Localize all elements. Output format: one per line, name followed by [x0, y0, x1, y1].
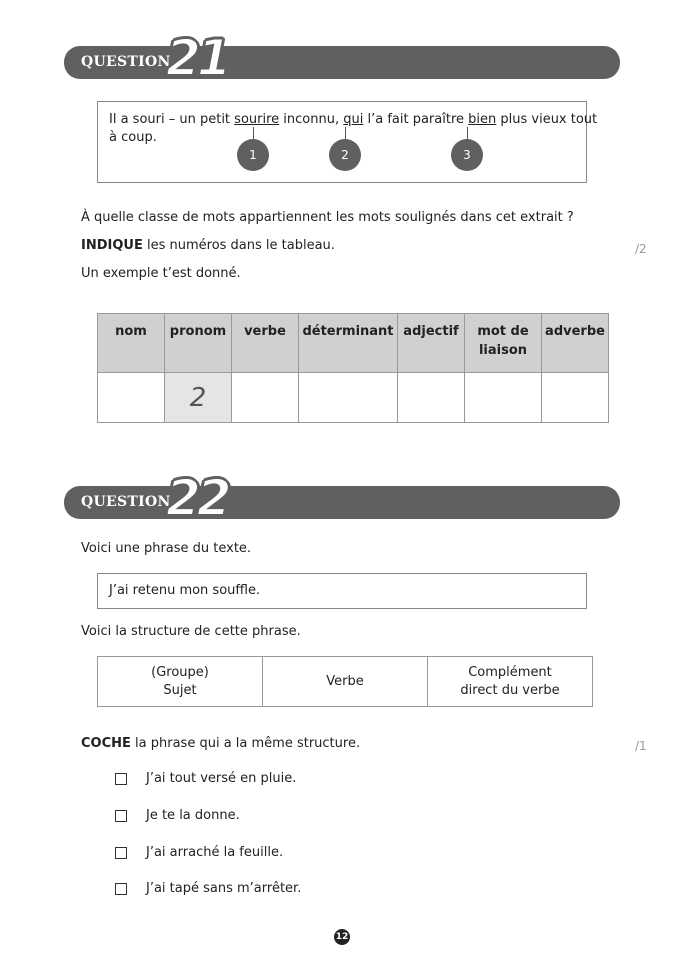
question-prompt: À quelle classe de mots appartiennent les mots soulignés dans cet extrait ?: [81, 210, 574, 225]
header-determinant: déterminant: [299, 314, 398, 373]
question-label: QUESTION: [81, 54, 171, 70]
question-number: 21: [166, 29, 228, 87]
question-21-header: [64, 29, 620, 87]
underlined-word-1: sourire: [234, 112, 280, 127]
answer-cell-mot-de-liaison[interactable]: [465, 373, 542, 423]
question-22-header: [64, 469, 620, 527]
option-checkbox-1[interactable]: [115, 773, 127, 785]
header-adjectif: adjectif: [398, 314, 465, 373]
structure-complement: Complément direct du verbe: [428, 657, 593, 707]
example-note: Un exemple t’est donné.: [81, 266, 241, 281]
page-number: 12: [334, 929, 350, 945]
score-q21: /2: [635, 242, 647, 256]
answer-cell-verbe[interactable]: [232, 373, 299, 423]
marker-3: 3: [451, 139, 483, 171]
structure-subject: (Groupe) Sujet: [98, 657, 263, 707]
header-verbe: verbe: [232, 314, 299, 373]
answer-cell-determinant[interactable]: [299, 373, 398, 423]
option-label-4: J’ai tapé sans m’arrêter.: [146, 881, 302, 896]
option-checkbox-2[interactable]: [115, 810, 127, 822]
question-number: 22: [166, 469, 228, 527]
excerpt-line-2: à coup.: [109, 130, 157, 145]
answer-cell-nom[interactable]: [98, 373, 165, 423]
answer-cell-adjectif[interactable]: [398, 373, 465, 423]
option-checkbox-3[interactable]: [115, 847, 127, 859]
sentence-text: J’ai retenu mon souffle.: [109, 583, 261, 598]
instruction: INDIQUE les numéros dans le tableau.: [81, 238, 335, 253]
option-label-1: J’ai tout versé en pluie.: [146, 771, 297, 786]
underlined-word-3: bien: [468, 112, 497, 127]
word-class-table: [97, 313, 609, 423]
answer-cell-pronom[interactable]: 2: [165, 373, 232, 423]
structure-intro: Voici la structure de cette phrase.: [81, 624, 301, 639]
structure-verb: Verbe: [263, 657, 428, 707]
header-pronom: pronom: [165, 314, 232, 373]
structure-table: [97, 656, 593, 707]
option-label-2: Je te la donne.: [146, 808, 240, 823]
marker-2: 2: [329, 139, 361, 171]
marker-1: 1: [237, 139, 269, 171]
underlined-word-2: qui: [343, 112, 364, 127]
excerpt-line-1: Il a souri – un petit sourire inconnu, qui l’a fait paraître bien plus vieux tout: [109, 112, 598, 127]
answer-cell-adverbe[interactable]: [542, 373, 609, 423]
q22-intro: Voici une phrase du texte.: [81, 541, 252, 556]
header-adverbe: adverbe: [542, 314, 609, 373]
q22-instruction: COCHE la phrase qui a la même structure.: [81, 736, 361, 751]
question-label: QUESTION: [81, 494, 171, 510]
header-mot-de-liaison: mot de liaison: [465, 314, 542, 373]
option-checkbox-4[interactable]: [115, 883, 127, 895]
option-label-3: J’ai arraché la feuille.: [146, 845, 284, 860]
header-nom: nom: [98, 314, 165, 373]
score-q22: /1: [635, 739, 647, 753]
sentence-box: [97, 573, 587, 609]
